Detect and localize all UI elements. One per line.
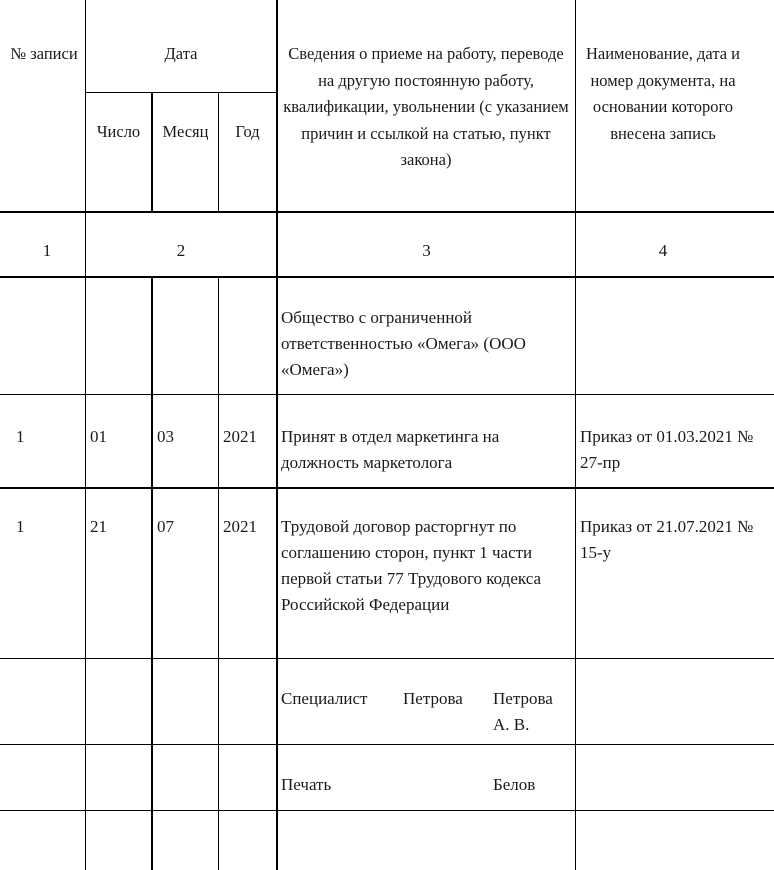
row-divider bbox=[0, 276, 774, 278]
column-number: 3 bbox=[422, 241, 431, 260]
row-1-day: 01 bbox=[90, 427, 107, 446]
signer-signature: Петрова bbox=[403, 689, 463, 708]
row-2-document: Приказ от 21.07.2021 № 15-у bbox=[580, 517, 754, 562]
column-divider bbox=[151, 92, 153, 212]
column-number: 2 bbox=[176, 241, 186, 260]
row-2-number: 1 bbox=[16, 517, 25, 536]
row-2-day: 21 bbox=[90, 517, 107, 536]
row-divider bbox=[0, 658, 774, 659]
row-2-month: 07 bbox=[157, 517, 174, 536]
header-date: Дата bbox=[164, 44, 198, 63]
column-divider bbox=[276, 0, 278, 870]
header-record-no: № записи bbox=[10, 44, 78, 63]
column-number: 4 bbox=[658, 241, 668, 260]
signer-name: Петрова А. В. bbox=[493, 689, 553, 734]
row-1-month: 03 bbox=[157, 427, 174, 446]
row-divider bbox=[0, 487, 774, 489]
header-month: Месяц bbox=[162, 122, 209, 141]
header-info: Сведения о приеме на работу, переводе на другую постоянную работу, квалификации, увольнении (с указанием причин и ссылкой на статью, пункт закона) bbox=[283, 44, 569, 169]
row-1-document: Приказ от 01.03.2021 № 27-пр bbox=[580, 427, 754, 472]
header-document: Наименование, дата и номер документа, на основании которого внесена запись bbox=[585, 44, 741, 143]
row-divider bbox=[0, 810, 774, 811]
row-1-info: Принят в отдел маркетинга на должность маркетолога bbox=[281, 427, 500, 472]
header-year: Год bbox=[235, 122, 260, 141]
row-1-year: 2021 bbox=[223, 427, 257, 446]
row-divider bbox=[0, 394, 774, 395]
column-divider bbox=[575, 0, 576, 870]
row-divider bbox=[0, 744, 774, 745]
employer-name: Общество с ограниченной ответственностью «Омега» (ООО «Омега») bbox=[281, 308, 526, 379]
column-divider bbox=[218, 92, 219, 212]
column-divider bbox=[151, 277, 153, 870]
column-number: 1 bbox=[42, 241, 52, 260]
signer-position: Специалист bbox=[281, 689, 368, 708]
seal-name: Белов bbox=[493, 775, 536, 794]
row-1-number: 1 bbox=[16, 427, 25, 446]
row-2-year: 2021 bbox=[223, 517, 257, 536]
header-day: Число bbox=[96, 122, 141, 141]
column-divider bbox=[218, 277, 219, 870]
row-divider bbox=[85, 92, 277, 93]
seal-label: Печать bbox=[281, 775, 332, 794]
row-divider bbox=[0, 211, 774, 213]
row-2-info: Трудовой договор расторгнут по соглашению сторон, пункт 1 части первой статьи 77 Трудового кодекса Российской Федерации bbox=[281, 517, 542, 614]
